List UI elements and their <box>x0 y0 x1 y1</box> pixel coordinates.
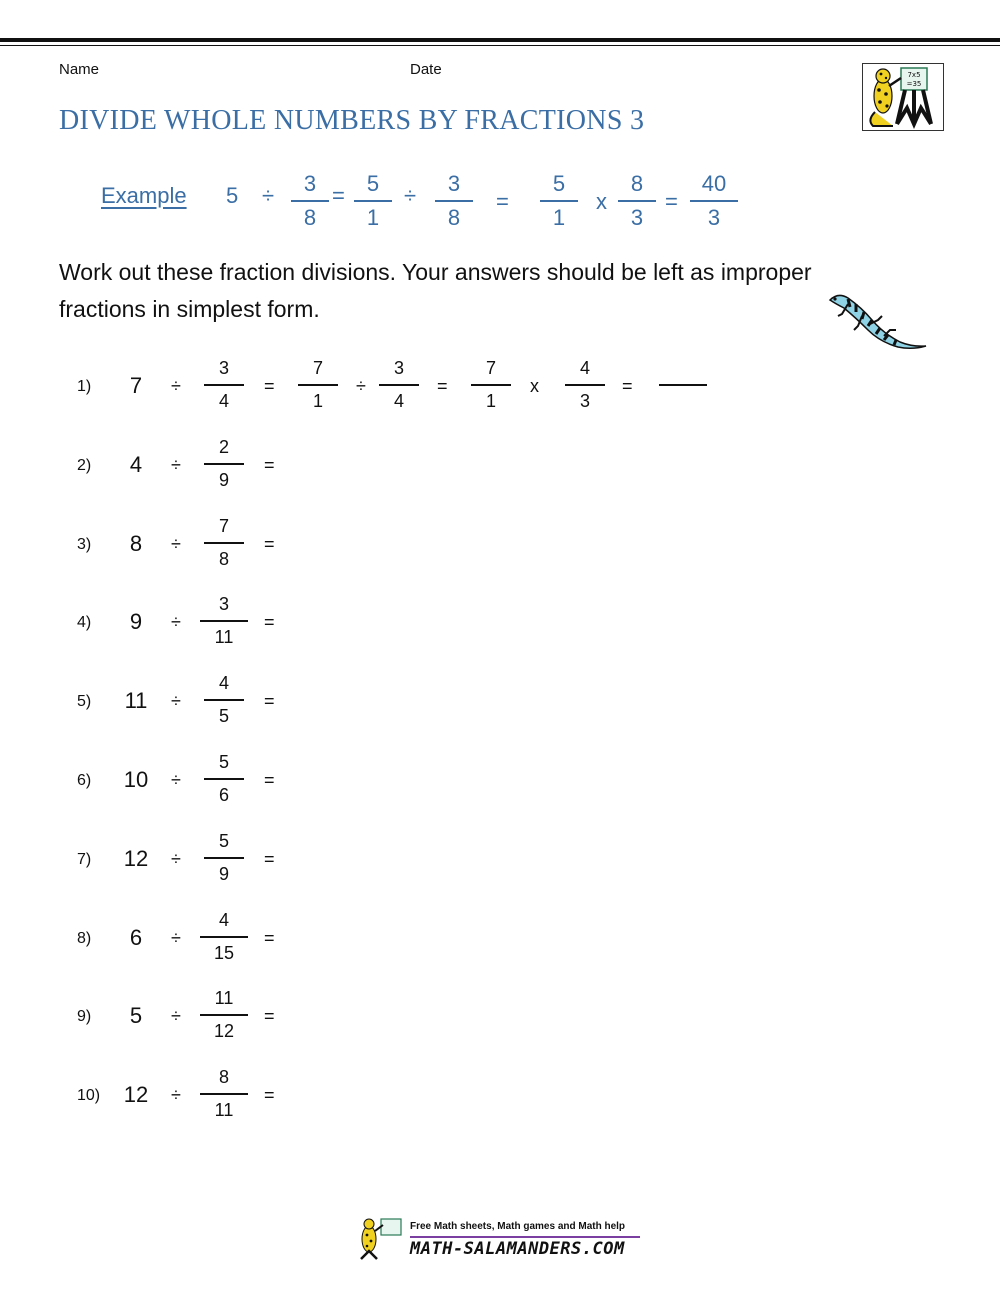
whole-number: 10 <box>123 767 149 792</box>
footer-site-name: MATH-SALAMANDERS.COM <box>410 1239 625 1259</box>
equals-sign: = <box>622 376 633 396</box>
fraction-bar <box>204 384 244 386</box>
worksheet-title: DIVIDE WHOLE NUMBERS BY FRACTIONS 3 <box>59 105 645 136</box>
numerator: 4 <box>579 358 590 378</box>
equals-sign: = <box>264 849 275 869</box>
numerator: 40 <box>701 171 727 196</box>
denominator: 8 <box>218 549 229 569</box>
denominator: 4 <box>218 391 229 411</box>
fraction-bar <box>204 463 244 465</box>
equals-sign: = <box>437 376 448 396</box>
footer-underline <box>410 1236 640 1238</box>
denominator: 4 <box>393 391 404 411</box>
whole-number: 9 <box>129 609 143 634</box>
example-times-sign: x <box>596 189 607 214</box>
fraction-bar <box>200 1093 248 1095</box>
fraction-bar <box>298 384 338 386</box>
divide-sign: ÷ <box>171 612 181 632</box>
fraction-bar <box>618 200 656 202</box>
fraction-bar <box>354 200 392 202</box>
problem-fraction <box>199 1065 249 1122</box>
worked-fraction <box>560 356 610 413</box>
equals-sign: = <box>264 691 275 711</box>
numerator: 4 <box>218 910 229 930</box>
numerator: 3 <box>218 594 229 614</box>
footer-tagline: Free Math sheets, Math games and Math help <box>410 1221 626 1232</box>
worked-fraction <box>466 356 516 413</box>
numerator: 5 <box>366 171 380 196</box>
problem-number: 1) <box>77 378 92 395</box>
problem-fraction <box>199 986 249 1043</box>
denominator: 5 <box>218 706 229 726</box>
problem-row <box>0 514 1000 584</box>
denominator: 11 <box>214 1100 234 1120</box>
problem-fraction <box>199 671 249 728</box>
salamander-teacher-logo <box>862 63 944 131</box>
divide-sign: ÷ <box>171 376 181 396</box>
denominator: 15 <box>213 943 235 963</box>
divide-sign: ÷ <box>356 376 366 396</box>
numerator: 5 <box>218 831 229 851</box>
equals-sign: = <box>264 612 275 632</box>
problem-fraction <box>199 908 249 965</box>
divide-sign: ÷ <box>171 849 181 869</box>
denominator: 8 <box>303 205 317 230</box>
denominator: 9 <box>218 864 229 884</box>
example-fraction-2 <box>348 171 398 231</box>
equals-sign: = <box>264 1085 275 1105</box>
numerator: 11 <box>214 988 234 1008</box>
numerator: 8 <box>218 1067 229 1087</box>
whole-number: 4 <box>129 452 143 477</box>
numerator: 7 <box>312 358 323 378</box>
example-equals-sign: = <box>665 189 678 214</box>
problem-fraction <box>199 514 249 571</box>
example-fraction-result <box>689 171 739 231</box>
denominator: 9 <box>218 470 229 490</box>
whole-number: 12 <box>123 846 149 871</box>
denominator: 3 <box>630 205 644 230</box>
fraction-bar <box>379 384 419 386</box>
denominator: 1 <box>312 391 323 411</box>
denominator: 12 <box>213 1021 235 1041</box>
denominator: 11 <box>214 627 234 647</box>
example-fraction-3 <box>429 171 479 231</box>
problem-number: 8) <box>77 930 92 947</box>
denominator: 6 <box>218 785 229 805</box>
numerator: 7 <box>218 516 229 536</box>
instructions-text: Work out these fraction divisions. Your answers should be left as improper fractions in simplest form. <box>59 259 812 322</box>
equals-sign: = <box>264 455 275 475</box>
numerator: 4 <box>218 673 229 693</box>
equals-sign: = <box>264 1006 275 1026</box>
denominator: 1 <box>552 205 566 230</box>
salamander-icon <box>826 290 928 354</box>
example-divide-sign: ÷ <box>262 183 275 208</box>
divide-sign: ÷ <box>171 534 181 554</box>
fraction-bar <box>200 1014 248 1016</box>
problem-number: 4) <box>77 614 92 631</box>
header-rule-thick <box>0 38 1000 42</box>
problem-number: 7) <box>77 851 92 868</box>
divide-sign: ÷ <box>171 691 181 711</box>
name-label: Name <box>59 61 100 78</box>
fraction-bar <box>435 200 473 202</box>
fraction-bar <box>540 200 578 202</box>
fraction-bar <box>204 857 244 859</box>
example-fraction-4 <box>534 171 584 231</box>
divide-sign: ÷ <box>171 455 181 475</box>
fraction-bar <box>291 200 329 202</box>
salamander-teacher-icon <box>863 64 943 130</box>
date-label: Date <box>410 61 442 78</box>
whole-number: 8 <box>129 531 143 556</box>
denominator: 8 <box>447 205 461 230</box>
example-fraction-5 <box>612 171 662 231</box>
numerator: 8 <box>630 171 644 196</box>
problem-fraction <box>199 356 249 413</box>
fraction-bar <box>200 936 248 938</box>
problem-number: 10) <box>77 1087 101 1104</box>
problem-fraction <box>199 750 249 807</box>
problem-fraction <box>199 592 249 649</box>
whole-number: 7 <box>129 373 143 398</box>
divide-sign: ÷ <box>171 770 181 790</box>
whole-number: 6 <box>129 925 143 950</box>
fraction-bar <box>204 699 244 701</box>
example-equals-sign: = <box>332 183 345 208</box>
whole-number: 12 <box>123 1082 149 1107</box>
problem-number: 3) <box>77 536 92 553</box>
header-rule-thin <box>0 45 1000 46</box>
problem-row <box>0 986 1000 1056</box>
problem-fraction <box>199 435 249 492</box>
divide-sign: ÷ <box>171 928 181 948</box>
worked-fraction <box>293 356 343 413</box>
denominator: 1 <box>366 205 380 230</box>
problem-number: 2) <box>77 457 92 474</box>
example-fraction-1 <box>285 171 335 231</box>
denominator: 3 <box>707 205 721 230</box>
problem-number: 5) <box>77 693 92 710</box>
equals-sign: = <box>264 770 275 790</box>
numerator: 2 <box>218 437 229 457</box>
problem-row <box>0 435 1000 505</box>
worked-fraction <box>374 356 424 413</box>
fraction-bar <box>204 778 244 780</box>
times-sign: x <box>530 376 539 396</box>
fraction-bar <box>565 384 605 386</box>
example-whole: 5 <box>226 183 239 208</box>
example-equals-sign: = <box>496 189 509 214</box>
problem-row <box>0 356 1000 426</box>
numerator: 5 <box>552 171 566 196</box>
footer-salamander-icon <box>355 1213 405 1263</box>
example-label: Example <box>101 183 187 208</box>
divide-sign: ÷ <box>171 1006 181 1026</box>
denominator: 1 <box>485 391 496 411</box>
numerator: 3 <box>303 171 317 196</box>
numerator: 7 <box>485 358 496 378</box>
numerator: 3 <box>393 358 404 378</box>
logo-board-line2: =35 <box>906 80 922 88</box>
fraction-bar <box>204 542 244 544</box>
whole-number: 11 <box>124 688 148 713</box>
logo-board-line1: 7x5 <box>907 71 921 79</box>
problem-row <box>0 592 1000 662</box>
numerator: 5 <box>218 752 229 772</box>
denominator: 3 <box>579 391 590 411</box>
fraction-bar <box>471 384 511 386</box>
problem-row <box>0 671 1000 741</box>
answer-blank[interactable] <box>659 384 707 386</box>
problem-row <box>0 908 1000 978</box>
equals-sign: = <box>264 928 275 948</box>
example-divide-sign: ÷ <box>404 183 417 208</box>
problem-row <box>0 1065 1000 1135</box>
equals-sign: = <box>264 534 275 554</box>
numerator: 3 <box>218 358 229 378</box>
divide-sign: ÷ <box>171 1085 181 1105</box>
fraction-bar <box>200 620 248 622</box>
numerator: 3 <box>447 171 461 196</box>
salamander-illustration <box>826 290 928 354</box>
problem-number: 6) <box>77 772 92 789</box>
whole-number: 5 <box>129 1003 143 1028</box>
equals-sign: = <box>264 376 275 396</box>
fraction-bar <box>690 200 738 202</box>
problem-fraction <box>199 829 249 886</box>
problem-row <box>0 750 1000 820</box>
problem-row <box>0 829 1000 899</box>
problem-number: 9) <box>77 1008 92 1025</box>
